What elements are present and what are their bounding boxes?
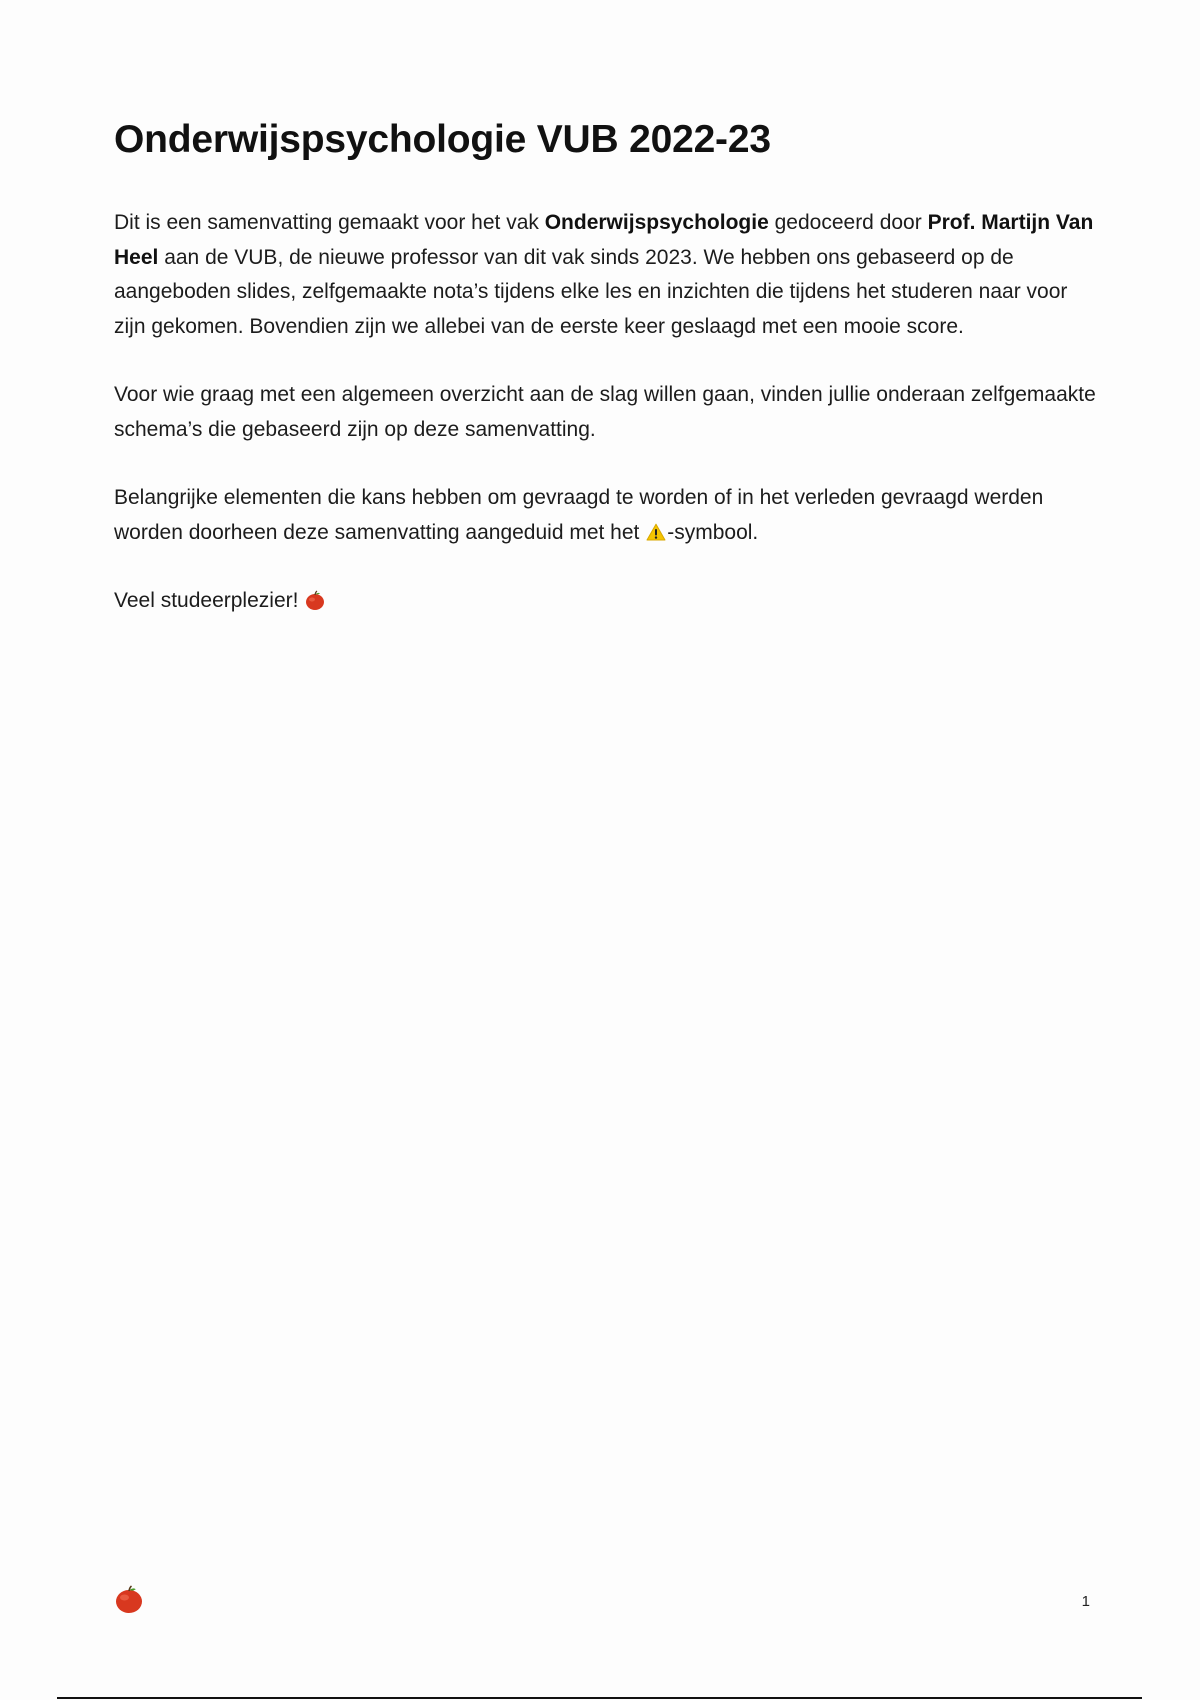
warning-text-before: Belangrijke elementen die kans hebben om gevraagd te worden of in het verleden gevraagd werden worden doorheen deze samenvatting aangeduid met het: [114, 486, 1044, 544]
schemas-paragraph: Voor wie graag met een algemeen overzicht aan de slag willen gaan, vinden jullie onderaan zelfgemaakte schema’s die gebaseerd zijn op deze samenvatting.: [114, 383, 1096, 441]
intro-text-3: aan de VUB, de nieuwe professor van dit vak sinds 2023. We hebben ons gebaseerd op de aangeboden slides, zelfgemaakte nota’s tijdens elke les en inzichten die tijdens het studeren naar voor zijn gekomen. Bovendien zijn we allebei van de eerste keer geslaagd met een mooie score.: [114, 245, 1068, 338]
intro-text-1: Dit is een samenvatting gemaakt voor het vak: [114, 211, 545, 234]
document-content: [114, 112, 1099, 657]
warning-paragraph: [114, 481, 1099, 550]
closing-text: Veel studeerplezier!: [114, 589, 305, 612]
apple-icon: [304, 588, 326, 623]
bottom-rule: [57, 1697, 1142, 1699]
document-title: Onderwijspsychologie VUB 2022-23: [114, 118, 771, 161]
intro-text-2: gedoceerd door: [768, 211, 928, 234]
course-name: Onderwijspsychologie: [544, 211, 769, 234]
warning-icon: [646, 518, 666, 536]
page-number: 1: [1081, 1593, 1090, 1610]
footer-apple-icon: [114, 1584, 144, 1614]
warning-text-after: -symbool.: [667, 520, 759, 544]
intro-paragraph: [114, 206, 1099, 344]
professor-name: Prof. Martijn Van Heel: [114, 211, 1094, 269]
closing-paragraph: [114, 584, 1099, 623]
